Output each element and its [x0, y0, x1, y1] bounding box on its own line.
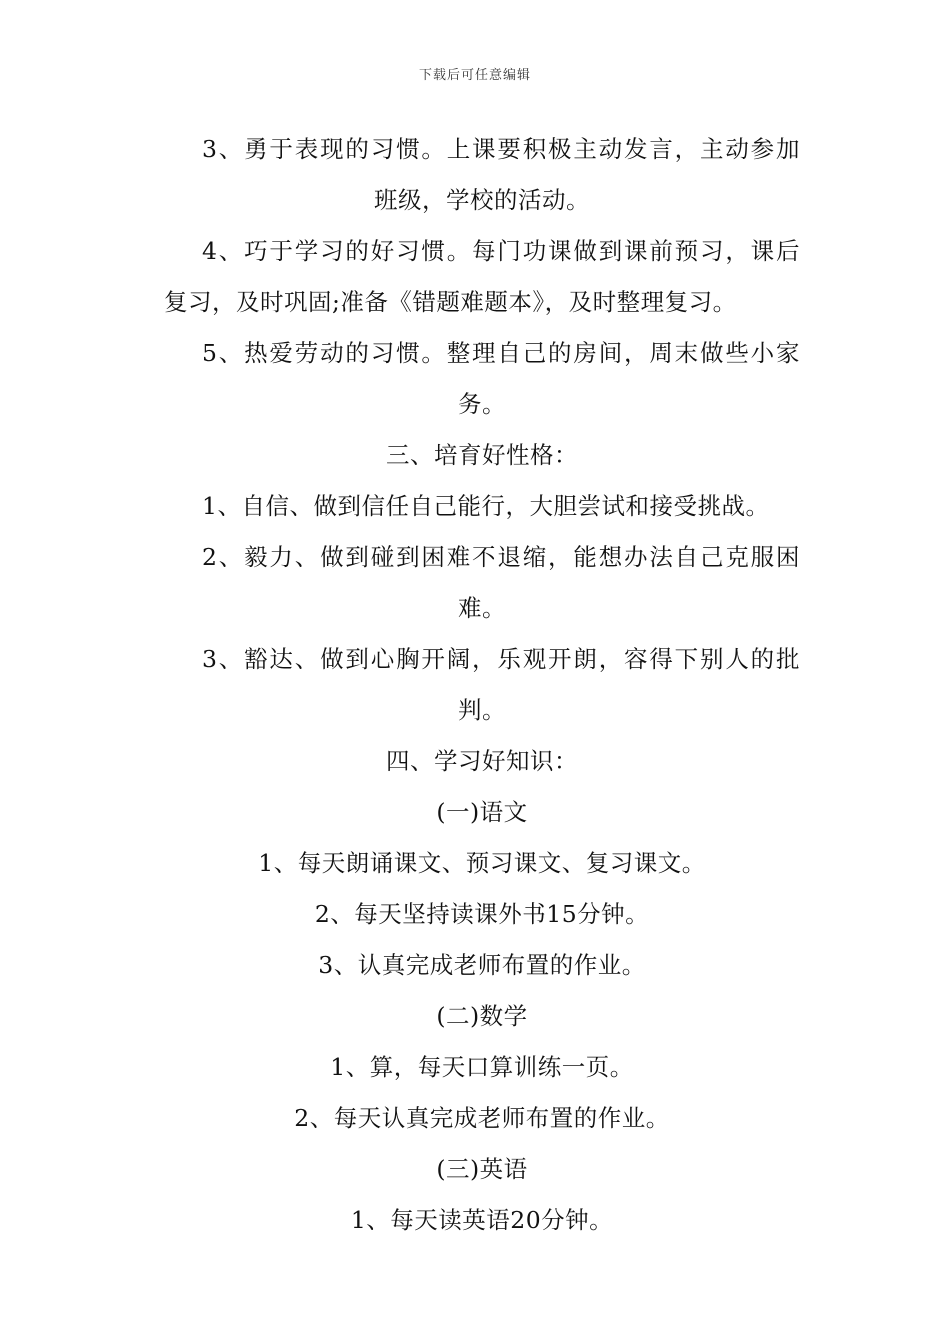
chinese-item-3: 3、认真完成老师布置的作业。 — [318, 951, 646, 979]
chinese-item-1: 1、每天朗诵课文、预习课文、复习课文。 — [258, 849, 706, 877]
page-header: 下载后可任意编辑 — [418, 68, 531, 83]
subsection-math-heading: (二)数学 — [436, 1002, 528, 1030]
document-body — [164, 124, 800, 1246]
section-3-heading: 三、培育好性格： — [386, 441, 578, 469]
habit-3-line-2: 班级，学校的活动。 — [374, 186, 590, 214]
habit-4-line-2: 复习，及时巩固;准备《错题难题本》，及时整理复习。 — [164, 288, 737, 316]
subsection-english-heading: (三)英语 — [436, 1155, 528, 1183]
habit-5-line-1: 5、热爱劳动的习惯。整理自己的房间，周末做些小家 — [202, 339, 800, 367]
english-item-1: 1、每天读英语20分钟。 — [350, 1206, 614, 1234]
trait-1-line: 1、自信、做到信任自己能行，大胆尝试和接受挑战。 — [202, 492, 770, 520]
section-4-heading: 四、学习好知识： — [386, 747, 578, 775]
habit-3-line-1: 3、勇于表现的习惯。上课要积极主动发言，主动参加 — [202, 135, 800, 163]
habit-4-line-1: 4、巧于学习的好习惯。每门功课做到课前预习，课后 — [202, 237, 800, 265]
subsection-chinese-heading: (一)语文 — [436, 798, 528, 826]
chinese-item-2: 2、每天坚持读课外书15分钟。 — [314, 900, 650, 928]
trait-3-line-1: 3、豁达、做到心胸开阔，乐观开朗，容得下别人的批 — [202, 645, 800, 673]
habit-5-line-2: 务。 — [458, 390, 506, 418]
trait-2-line-2: 难。 — [458, 594, 506, 622]
trait-3-line-2: 判。 — [458, 696, 506, 724]
trait-2-line-1: 2、毅力、做到碰到困难不退缩，能想办法自己克服困 — [202, 543, 800, 571]
math-item-2: 2、每天认真完成老师布置的作业。 — [294, 1104, 670, 1132]
math-item-1: 1、算，每天口算训练一页。 — [330, 1053, 634, 1081]
